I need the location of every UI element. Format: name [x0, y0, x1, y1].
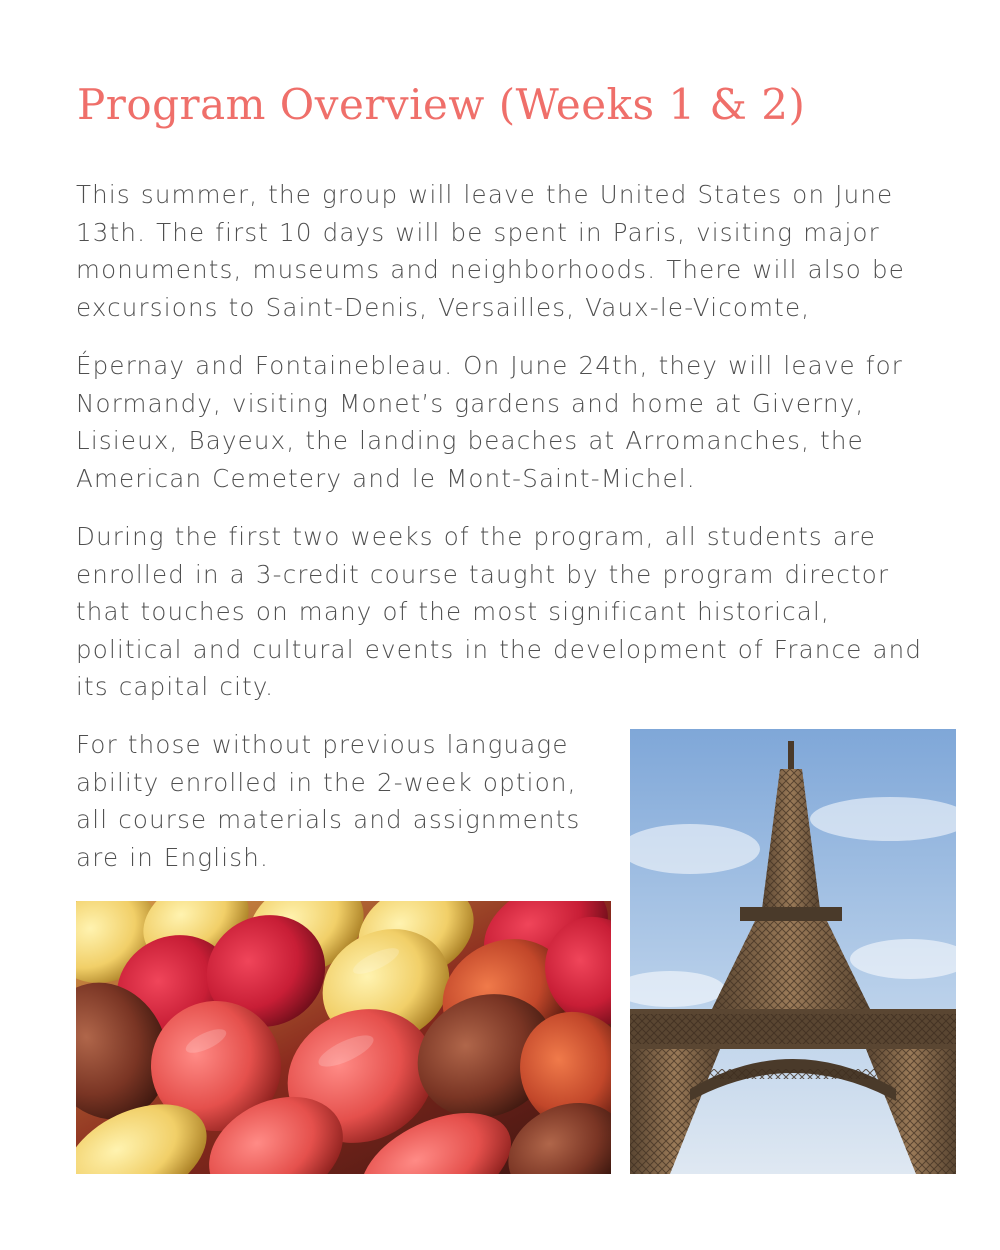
paragraph-course: During the first two weeks of the program, all students are enrolled in a 3-credit course taught by the program director that touches on many of the most significant historical, political and cultural events in the development of France and its capital city. [76, 522, 923, 702]
paragraph-language: For those without previous language ability enrolled in the 2-week option, all course materials and assignments are in English. [76, 730, 581, 872]
macarons-photo [76, 901, 611, 1174]
page-title: Program Overview (Weeks 1 & 2) [77, 80, 806, 129]
paragraph-itinerary-paris: This summer, the group will leave the United States on June 13th. The first 10 days will be spent in Paris, visiting major monuments, museums and neighborhoods. There will also be excursions to Saint-Denis, Versailles, Vaux-le-Vicomte, [76, 180, 905, 322]
eiffel-tower-photo [630, 729, 956, 1174]
paragraph-itinerary-normandy: Épernay and Fontainebleau. On June 24th, they will leave for Normandy, visiting Monet’s gardens and home at Giverny, Lisieux, Bayeux, the landing beaches at Arromanches, the American Cemetery and le Mont-Saint-Michel. [76, 351, 904, 493]
